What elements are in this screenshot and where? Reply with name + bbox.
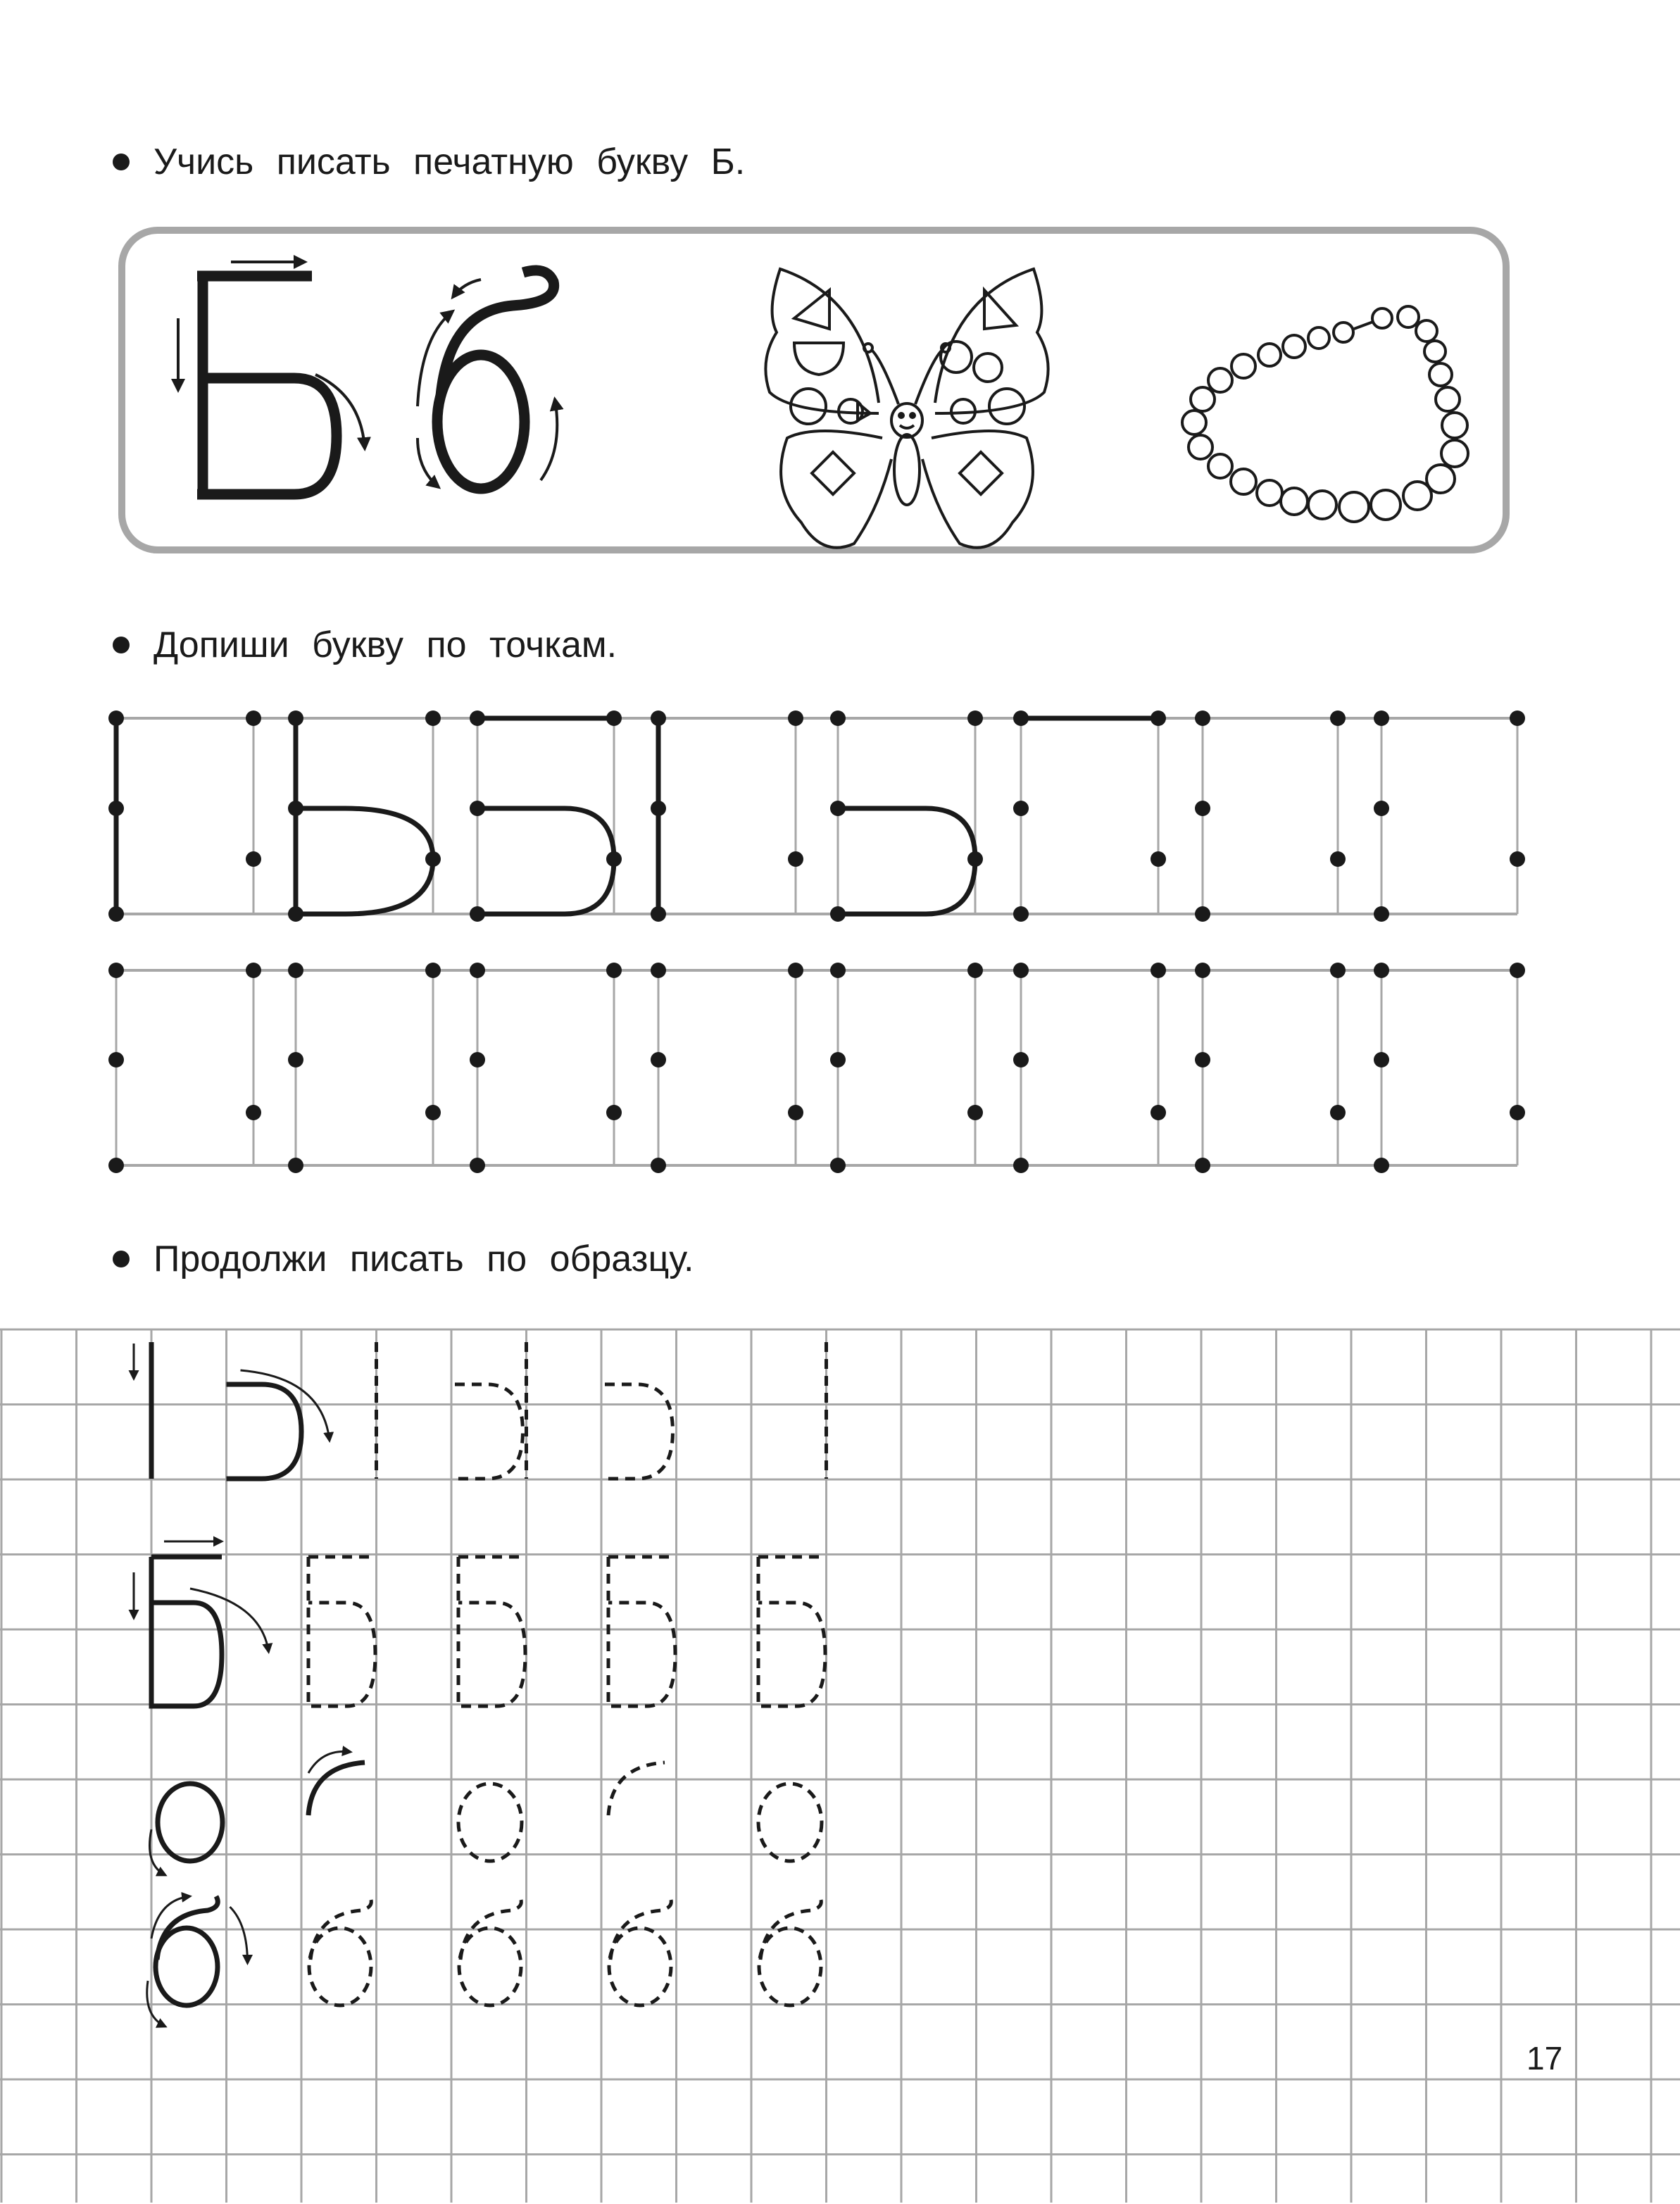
trace-dot: [288, 963, 303, 978]
trace-dot: [967, 1105, 983, 1120]
sample-stroke: [227, 1384, 302, 1479]
traced-stroke: [838, 808, 975, 914]
trace-dot: [246, 1105, 261, 1120]
letter-illustration-panel: [118, 227, 1510, 553]
trace-dot: [1151, 1105, 1166, 1120]
trace-dot: [606, 963, 622, 978]
dashed-letter: [309, 1928, 371, 2005]
trace-dot: [246, 710, 261, 726]
dashed-letter: [458, 1784, 522, 1861]
trace-dot: [1510, 851, 1525, 867]
trace-dot: [830, 710, 846, 726]
trace-dot: [246, 851, 261, 867]
small-be-letter-icon: [437, 270, 554, 489]
trace-dot: [108, 1052, 124, 1067]
trace-dot: [1013, 906, 1029, 922]
butterfly-icon: [765, 269, 1048, 548]
instruction-learn-text: Учись писать печатную букву Б.: [153, 142, 746, 182]
stroke-direction-arrow-icon: [308, 1751, 351, 1773]
trace-dot: [1374, 1158, 1389, 1173]
trace-dot: [1013, 1052, 1029, 1067]
letter-illustration: [118, 227, 1510, 553]
trace-dot: [470, 963, 485, 978]
capital-be-letter-icon: [197, 276, 337, 494]
dot-tracing-area: [0, 690, 1680, 1183]
dashed-letter: [609, 1928, 671, 2005]
stroke-direction-arrow-icon: [190, 1589, 269, 1652]
trace-dot: [830, 1158, 846, 1173]
trace-dot: [1013, 801, 1029, 816]
trace-dot: [1510, 710, 1525, 726]
trace-dot: [1195, 906, 1210, 922]
trace-dot: [1330, 851, 1346, 867]
sample-stroke: [308, 1762, 365, 1815]
trace-dot: [830, 963, 846, 978]
trace-dot: [1510, 963, 1525, 978]
dashed-letter: [759, 1928, 821, 2005]
trace-dot: [788, 851, 803, 867]
dashed-letter: [608, 1557, 675, 1706]
traced-stroke: [477, 718, 658, 914]
trace-dot: [288, 1052, 303, 1067]
trace-dot: [470, 1158, 485, 1173]
bullet-icon: [113, 1251, 130, 1267]
dashed-letter: [758, 1784, 822, 1861]
page-number: 17: [1527, 2040, 1563, 2077]
trace-dot: [967, 710, 983, 726]
trace-dot: [830, 801, 846, 816]
trace-dot: [1151, 851, 1166, 867]
dashed-letter: [760, 1896, 821, 1960]
trace-dot: [246, 963, 261, 978]
trace-dot: [1151, 963, 1166, 978]
beads-icon: [1182, 306, 1468, 522]
instruction-continue-text: Продолжи писать по образцу.: [153, 1239, 694, 1279]
trace-dot: [1374, 710, 1389, 726]
trace-dot: [1195, 801, 1210, 816]
instruction-trace: [113, 624, 617, 666]
dashed-stroke: [605, 1384, 673, 1479]
trace-dot: [108, 963, 124, 978]
trace-dot: [1510, 1105, 1525, 1120]
trace-dot: [606, 1105, 622, 1120]
trace-dot: [788, 1105, 803, 1120]
dashed-letter: [610, 1896, 671, 1960]
dashed-letter: [758, 1557, 825, 1706]
sample-letter: [151, 1557, 222, 1706]
trace-dot: [108, 1158, 124, 1173]
trace-dot: [425, 1105, 441, 1120]
sample-letter: [158, 1784, 222, 1861]
dashed-stroke: [608, 1762, 665, 1815]
trace-dot: [425, 710, 441, 726]
dashed-letter: [308, 1557, 375, 1706]
dashed-letter: [458, 1557, 525, 1706]
trace-dot: [830, 1052, 846, 1067]
instruction-trace-text: Допиши букву по точкам.: [153, 625, 618, 665]
trace-dot: [967, 963, 983, 978]
dashed-letter: [311, 1896, 371, 1960]
trace-dot: [425, 963, 441, 978]
dashed-stroke: [455, 1384, 523, 1479]
trace-dot: [651, 1052, 666, 1067]
instruction-learn: [113, 141, 745, 183]
stroke-direction-arrow-icon: [230, 1907, 248, 1963]
dashed-letter: [459, 1928, 521, 2005]
trace-dot: [1013, 963, 1029, 978]
trace-dot: [788, 963, 803, 978]
trace-dot: [1330, 1105, 1346, 1120]
trace-dot: [788, 710, 803, 726]
trace-dot: [1195, 710, 1210, 726]
trace-dot: [1195, 963, 1210, 978]
trace-dot: [288, 1158, 303, 1173]
trace-dot: [1195, 1158, 1210, 1173]
trace-dot: [1013, 1158, 1029, 1173]
copybook-grid: [0, 1329, 1680, 2203]
trace-dot: [1374, 963, 1389, 978]
trace-dot: [470, 1052, 485, 1067]
traced-stroke: [296, 718, 433, 914]
trace-dot: [1330, 963, 1346, 978]
dashed-letter: [460, 1896, 521, 1960]
trace-dot: [1330, 710, 1346, 726]
instruction-continue: [113, 1238, 694, 1280]
trace-dot: [1195, 1052, 1210, 1067]
sample-letter: [156, 1928, 218, 2005]
trace-dot: [651, 1158, 666, 1173]
trace-dot: [1374, 906, 1389, 922]
trace-dot: [651, 963, 666, 978]
trace-dot: [1374, 801, 1389, 816]
bullet-icon: [113, 154, 130, 170]
bullet-icon: [113, 637, 130, 653]
trace-dot: [1374, 1052, 1389, 1067]
